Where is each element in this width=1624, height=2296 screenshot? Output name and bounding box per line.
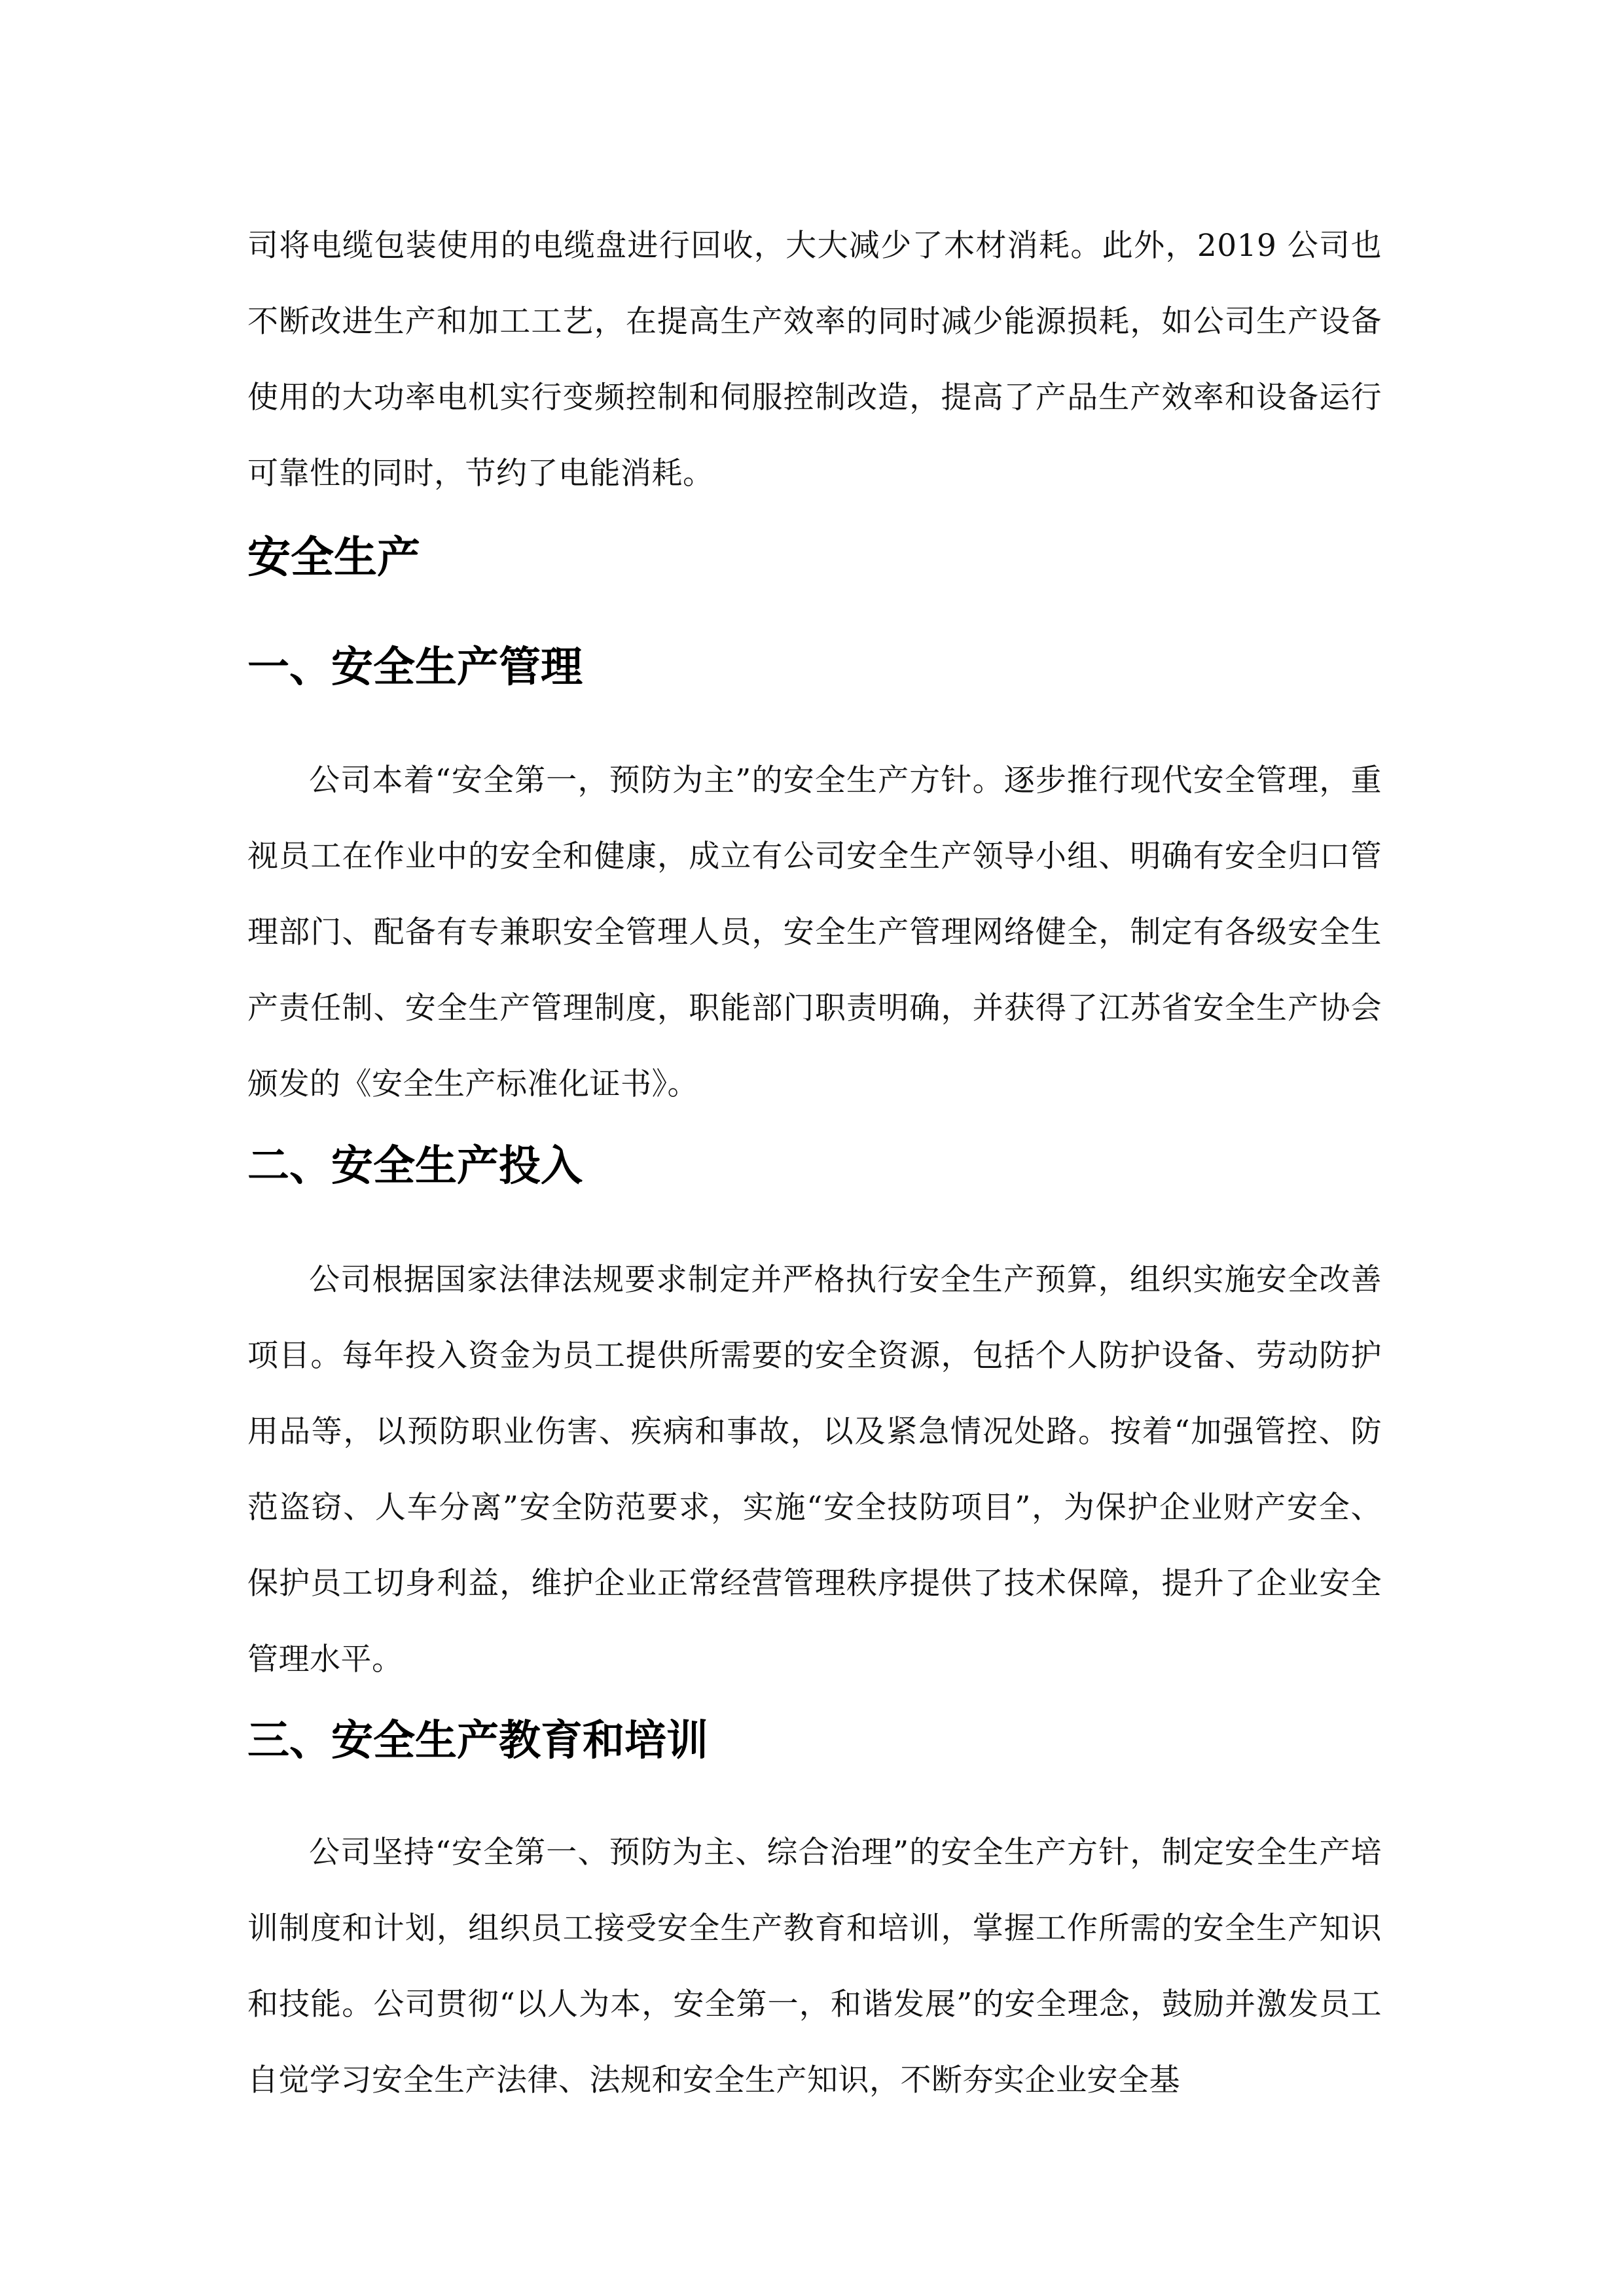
- training-paragraph: 公司坚持“安全第一、预防为主、综合治理”的安全生产方针，制定安全生产培训制度和计划，组织员工接受安全生产教育和培训，掌握工作所需的安全生产知识和技能。公司贯彻“以人为本，安全第一，和谐发展”的安全理念，鼓励并激发员工自觉学习安全生产法律、法规和安全生产知识，不断夯实企业安全基: [247, 1835, 1382, 2098]
- section-heading-block: [247, 531, 1382, 584]
- subheading-block-3: [247, 1715, 1382, 1767]
- investment-paragraph: 公司根据国家法律法规要求制定并严格执行安全生产预算，组织实施安全改善项目。每年投入资金为员工提供所需要的安全资源，包括个人防护设备、劳动防护用品等，以预防职业伤害、疾病和事故，以及紧急情况处路。按着“加强管控、防范盗窃、人车分离”安全防范要求，实施“安全技防项目”，为保护企业财产安全、保护员工切身利益，维护企业正常经营管理秩序提供了技术保障，提升了企业安全管理水平。: [247, 1262, 1382, 1677]
- subheading-safety-investment: 二、安全生产投入: [247, 1142, 583, 1191]
- management-paragraph: 公司本着“安全第一，预防为主”的安全生产方针。逐步推行现代安全管理，重视员工在作业中的安全和健康，成立有公司安全生产领导小组、明确有安全归口管理部门、配备有专兼职安全管理人员，安全生产管理网络健全，制定有各级安全生产责任制、安全生产管理制度，职能部门职责明确，并获得了江苏省安全生产协会颁发的《安全生产标准化证书》。: [247, 762, 1382, 1102]
- section-heading-safety-production: 安全生产: [247, 532, 420, 583]
- subheading-block-2: [247, 1140, 1382, 1193]
- subheading-safety-management: 一、安全生产管理: [247, 643, 583, 692]
- management-paragraph-block: [247, 743, 1382, 1122]
- subheading-safety-training: 三、安全生产教育和培训: [247, 1717, 708, 1765]
- intro-paragraph-block: [247, 208, 1382, 512]
- intro-paragraph: 司将电缆包装使用的电缆盘进行回收，大大减少了木材消耗。此外，2019 公司也不断改进生产和加工工艺，在提高生产效率的同时减少能源损耗，如公司生产设备使用的大功率电机实行变频控制和伺服控制改造，提高了产品生产效率和设备运行可靠性的同时，节约了电能消耗。: [247, 228, 1382, 492]
- training-paragraph-block: [247, 1815, 1382, 2119]
- investment-paragraph-block: [247, 1242, 1382, 1698]
- subheading-block-1: [247, 641, 1382, 694]
